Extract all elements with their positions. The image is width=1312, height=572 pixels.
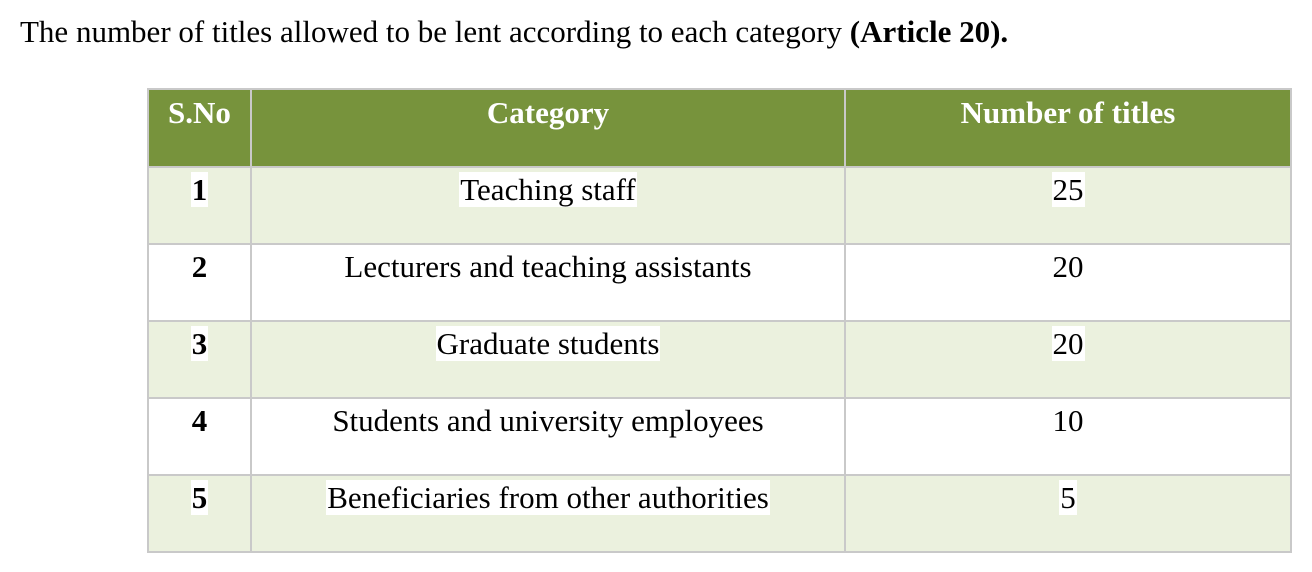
- row-category-text: Students and university employees: [332, 403, 764, 438]
- row-count-text: 20: [1052, 249, 1084, 284]
- row-count: [845, 398, 1291, 475]
- table-row: [148, 475, 1291, 552]
- row-count-text: 10: [1052, 403, 1084, 438]
- row-sno: [148, 475, 251, 552]
- article-reference: (Article 20).: [849, 14, 1009, 49]
- header-sno: S.No: [148, 89, 251, 167]
- row-count-text: 20: [1052, 326, 1084, 361]
- lending-limits-table: [147, 88, 1292, 553]
- row-sno-text: 3: [191, 326, 208, 361]
- row-count-text: 5: [1060, 480, 1076, 515]
- row-sno: [148, 321, 251, 398]
- row-category-text: Lecturers and teaching assistants: [344, 249, 752, 284]
- row-count-text: 25: [1052, 172, 1084, 207]
- row-category-text: Teaching staff: [460, 172, 636, 207]
- row-sno: [148, 244, 251, 321]
- row-sno-text: 2: [191, 249, 208, 284]
- row-count: [845, 321, 1291, 398]
- row-sno-text: 4: [191, 403, 208, 438]
- row-category-text: Beneficiaries from other authorities: [327, 480, 769, 515]
- row-category: [251, 321, 845, 398]
- row-count: [845, 167, 1291, 244]
- row-count: [845, 475, 1291, 552]
- table-header-row: [148, 89, 1291, 167]
- row-sno: [148, 398, 251, 475]
- table-row: [148, 167, 1291, 244]
- header-category: Category: [251, 89, 845, 167]
- row-category-text: Graduate students: [436, 326, 660, 361]
- row-category: [251, 244, 845, 321]
- heading-text: The number of titles allowed to be lent according to each category: [20, 14, 850, 49]
- row-category: [251, 475, 845, 552]
- row-sno-text: 5: [191, 480, 208, 515]
- table-row: [148, 244, 1291, 321]
- row-sno-text: 1: [191, 172, 208, 207]
- page-heading: [20, 12, 1008, 52]
- row-category: [251, 398, 845, 475]
- row-count: [845, 244, 1291, 321]
- table-row: [148, 398, 1291, 475]
- header-number-of-titles: Number of titles: [845, 89, 1291, 167]
- row-sno: [148, 167, 251, 244]
- row-category: [251, 167, 845, 244]
- table-row: [148, 321, 1291, 398]
